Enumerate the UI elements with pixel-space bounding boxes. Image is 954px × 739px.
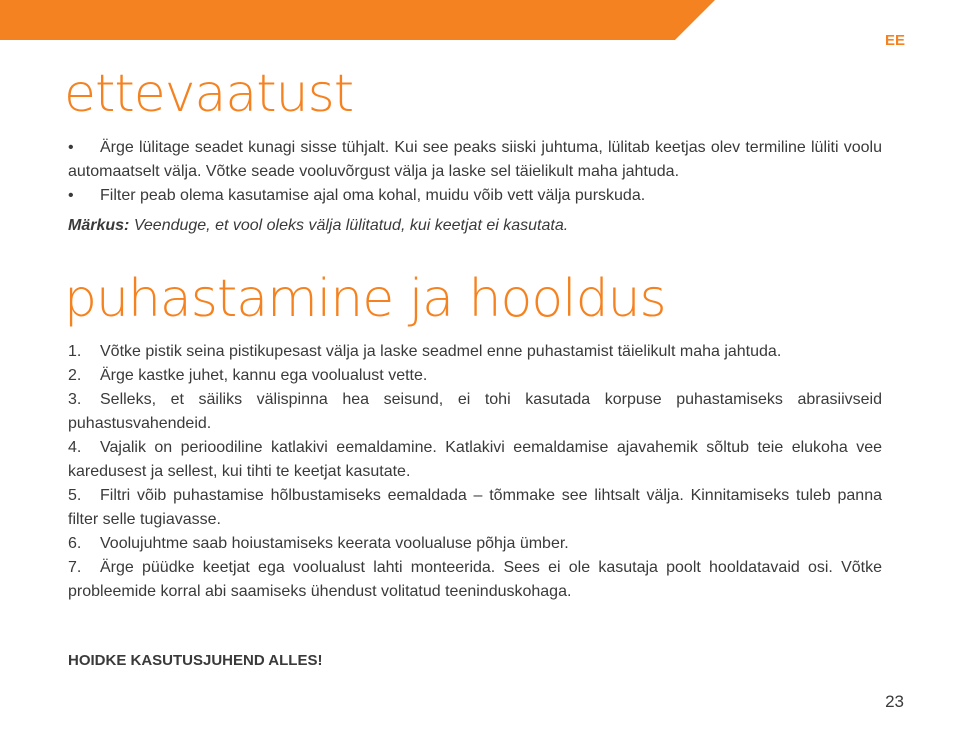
item-text: Ärge kastke juhet, kannu ega voolualust vette. (100, 367, 428, 384)
item-text: Vajalik on perioodiline katlakivi eemaldamine. Katlakivi eemaldamise ajavahemik sõltub teie elukoha vee karedusest ja sellest, kui tihti te keetjat kasutate. (68, 439, 882, 480)
top-banner (0, 0, 715, 40)
care-title: puhastamine ja hooldus (64, 269, 666, 329)
warning-section (68, 136, 882, 238)
care-item (68, 340, 882, 364)
item-number: 6. (68, 535, 82, 552)
page-number: 23 (885, 692, 904, 711)
warning-title: ettevaatust (64, 64, 354, 124)
care-section (68, 340, 882, 604)
warning-bullet (68, 136, 882, 184)
item-number: 2. (68, 367, 82, 384)
care-item (68, 556, 882, 604)
item-number: 4. (68, 439, 82, 456)
item-text: Selleks, et säiliks välispinna hea seisund, ei tohi kasutada korpuse puhastamiseks abrasiivseid puhastusvahendeid. (68, 391, 882, 432)
keep-manual-notice: HOIDKE KASUTUSJUHEND ALLES! (68, 652, 323, 669)
warning-bullet-text: Ärge lülitage seadet kunagi sisse tühjalt. Kui see peaks siiski juhtuma, lülitab keetjas olev termiline lüliti voolu automaatselt välja. Võtke seade vooluvõrgust välja ja laske sel täielikult maha jahtuda. (68, 139, 882, 180)
item-number: 3. (68, 391, 82, 408)
care-item (68, 436, 882, 484)
item-text: Võtke pistik seina pistikupesast välja ja laske seadmel enne puhastamist täielikult maha jahtuda. (100, 343, 782, 360)
note-label: Märkus: (68, 217, 130, 234)
item-text: Filtri võib puhastamise hõlbustamiseks eemaldada – tõmmake see lihtsalt välja. Kinnitamiseks tuleb panna filter selle tugiavasse. (68, 487, 882, 528)
care-item (68, 484, 882, 532)
item-number: 1. (68, 343, 82, 360)
warning-bullet-text: Filter peab olema kasutamise ajal oma kohal, muidu võib vett välja purskuda. (100, 187, 646, 204)
note-text: Veenduge, et vool oleks välja lülitatud, kui keetjat ei kasutata. (133, 217, 569, 234)
language-code: EE (884, 32, 905, 49)
bullet-symbol: • (68, 187, 74, 204)
care-item (68, 364, 882, 388)
item-text: Ärge püüdke keetjat ega voolualust lahti monteerida. Sees ei ole kasutaja poolt hooldatavaid osi. Võtke probleemide korral abi saamiseks ühendust volitatud teeninduskohaga. (68, 559, 882, 600)
warning-bullet (68, 184, 882, 208)
bullet-symbol: • (68, 139, 74, 156)
note (68, 214, 882, 238)
care-item (68, 388, 882, 436)
item-number: 5. (68, 487, 82, 504)
care-item (68, 532, 882, 556)
item-number: 7. (68, 559, 82, 576)
item-text: Voolujuhtme saab hoiustamiseks keerata voolualuse põhja ümber. (100, 535, 569, 552)
